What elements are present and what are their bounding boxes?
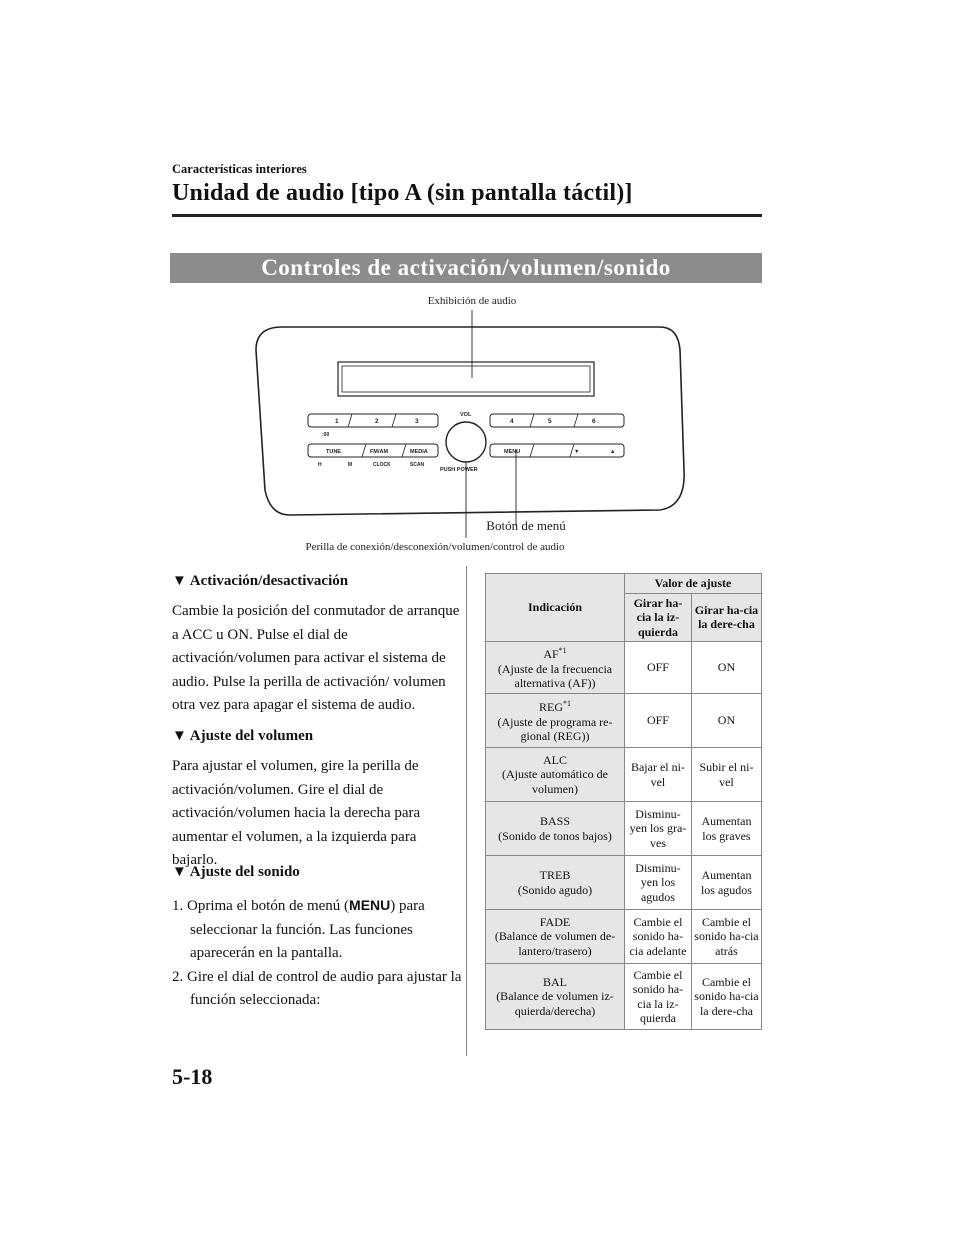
- column-divider: [466, 566, 467, 1056]
- table-row: TREB (Sonido agudo) Disminu-yen los agudos Aumentan los agudos: [486, 856, 762, 910]
- page-title: Unidad de audio [tipo A (sin pantalla táctil)]: [172, 180, 633, 206]
- step-1: 1. Oprima el botón de menú (MENU) para seleccionar la función. Las funciones aparecerán en la pantalla.: [172, 897, 425, 961]
- preset-5: 5: [548, 418, 552, 425]
- label-menu-button: Botón de menú: [486, 518, 566, 533]
- paragraph-volume: Para ajustar el volumen, gire la perilla de activación/volumen. Gire el dial de activación/volumen hacia la derecha para aumentar el volumen, a la izquierda para bajarlo.: [172, 758, 421, 868]
- audio-display: [338, 362, 594, 396]
- table-row: FADE (Balance de volumen de-lantero/trasero) Cambie el sonido ha-cia adelante Cambie el sonido ha-cia atrás: [486, 910, 762, 964]
- label-knob: Perilla de conexión/desconexión/volumen/control de audio: [305, 541, 565, 553]
- svg-text:CLOCK: CLOCK: [373, 462, 391, 468]
- power-volume-knob: [446, 422, 486, 462]
- section-banner: Controles de activación/volumen/sonido: [170, 253, 762, 283]
- audio-unit-diagram: [170, 290, 762, 555]
- preset-2: 2: [375, 418, 379, 425]
- svg-text:H: H: [318, 462, 322, 468]
- svg-text:VOL: VOL: [460, 412, 472, 418]
- table-row: REG$^{*1}$ (Ajuste de programa re-gional (REG)) OFF ON: [486, 694, 762, 748]
- svg-text:M: M: [348, 462, 353, 468]
- menu-keyword: MENU: [349, 897, 391, 913]
- svg-text:PUSH POWER: PUSH POWER: [440, 467, 478, 473]
- svg-text:TUNE: TUNE: [326, 449, 341, 455]
- sound-steps: [172, 894, 462, 1013]
- table-row: BASS (Sonido de tonos bajos) Disminu-yen los gra-ves Aumentan los graves: [486, 802, 762, 856]
- header-indicacion: Indicación: [486, 574, 625, 642]
- header-valor: Valor de ajuste: [625, 574, 762, 594]
- svg-text:MENU: MENU: [504, 449, 521, 455]
- label-audio-display: Exhibición de audio: [427, 295, 517, 307]
- header-izquierda: Girar ha-cia la iz-quierda: [625, 593, 692, 642]
- table-row: ALC (Ajuste automático de volumen) Bajar el ni-vel Subir el ni-vel: [486, 748, 762, 802]
- svg-text::00: :00: [322, 432, 330, 438]
- svg-text:▲: ▲: [610, 449, 616, 455]
- step-2: 2. Gire el dial de control de audio para ajustar la función seleccionada:: [172, 968, 462, 1008]
- preset-1: 1: [335, 418, 339, 425]
- svg-text:▼: ▼: [574, 449, 580, 455]
- section-label: Características interiores: [172, 162, 307, 176]
- preset-3: 3: [415, 418, 419, 425]
- heading-activation: ▼ Activación/desactivación: [172, 573, 349, 589]
- svg-text:FM/AM: FM/AM: [370, 449, 389, 455]
- preset-6: 6: [592, 418, 596, 425]
- page-number: 5-18: [172, 1064, 213, 1089]
- heading-sound: ▼ Ajuste del sonido: [172, 864, 300, 880]
- paragraph-activation: Cambie la posición del conmutador de arranque a ACC u ON. Pulse el dial de activación/volumen para activar el sistema de audio. Pulse la perilla de activación/ volumen otra vez para apagar el sistema de audio.: [172, 603, 460, 713]
- preset-4: 4: [510, 418, 514, 425]
- svg-text:SCAN: SCAN: [410, 462, 425, 468]
- svg-text:MEDIA: MEDIA: [410, 449, 428, 455]
- table-row: BAL (Balance de volumen iz-quierda/derecha) Cambie el sonido ha-cia la iz-quierda Cambie el sonido ha-cia la dere-cha: [486, 964, 762, 1030]
- title-divider: [172, 214, 762, 217]
- heading-volume: ▼ Ajuste del volumen: [172, 728, 314, 744]
- header-derecha: Girar ha-cia la dere-cha: [691, 593, 761, 642]
- table-row: AF$^{*1}$ (Ajuste de la frecuencia alternativa (AF)) OFF ON: [486, 642, 762, 694]
- sound-settings-table: [485, 573, 762, 1030]
